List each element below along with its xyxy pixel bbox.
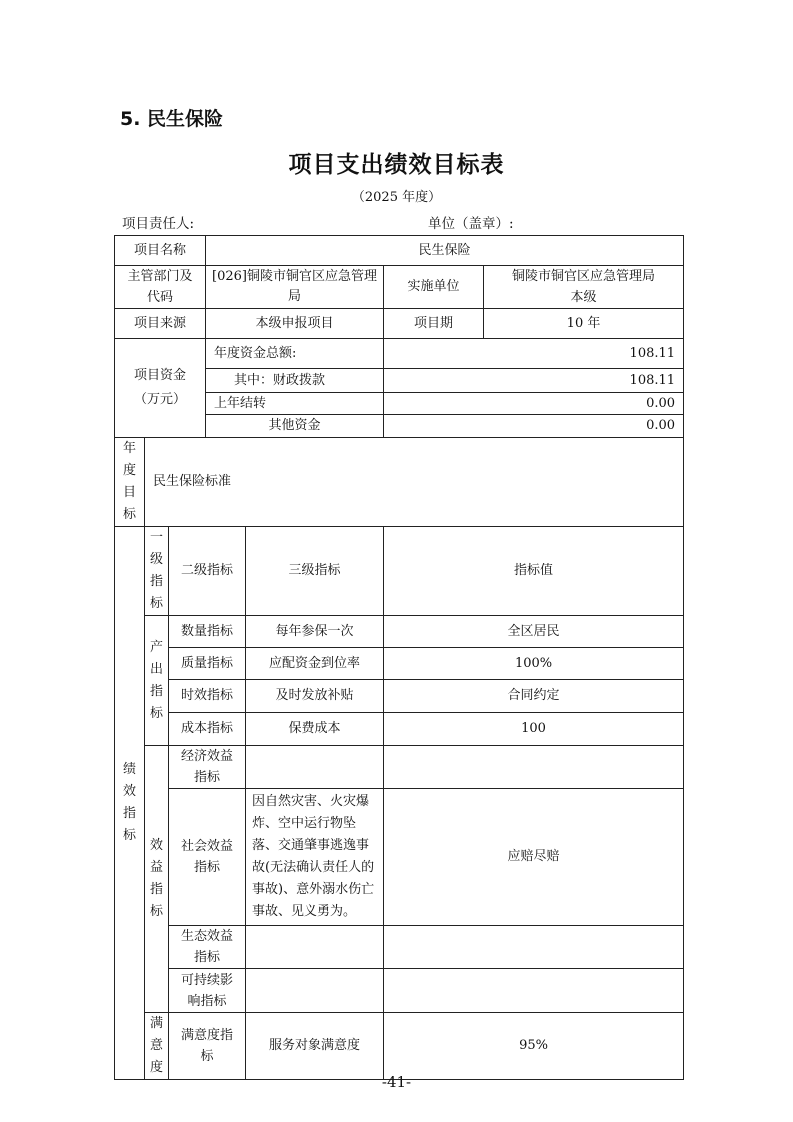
section-heading: 5. 民生保险: [120, 108, 224, 130]
impl-label: 实施单位: [384, 266, 484, 309]
benefit-value: [384, 969, 684, 1013]
benefit-value: 应赔尽赔: [384, 789, 684, 926]
level2-header: 二级指标: [169, 527, 246, 616]
output-level3: 保费成本: [246, 713, 384, 746]
fund-row-value: 108.11: [384, 369, 684, 393]
output-indicators-label: 产出指标: [145, 616, 169, 746]
output-level2: 数量指标: [169, 616, 246, 648]
satisfaction-value: 95%: [384, 1013, 684, 1080]
annual-goal-value: 民生保险标准: [145, 438, 684, 527]
output-value: 合同约定: [384, 680, 684, 713]
output-value: 全区居民: [384, 616, 684, 648]
output-level3: 及时发放补贴: [246, 680, 384, 713]
unit-stamp-label: 单位（盖章）:: [428, 216, 514, 232]
output-level3: 应配资金到位率: [246, 648, 384, 680]
output-level3: 每年参保一次: [246, 616, 384, 648]
project-name-label: 项目名称: [115, 236, 206, 266]
project-name-value: 民生保险: [206, 236, 684, 266]
output-level2: 质量指标: [169, 648, 246, 680]
performance-indicators-label: 绩效指标: [115, 527, 145, 1080]
benefit-level3: [246, 746, 384, 789]
output-value: 100: [384, 713, 684, 746]
benefit-value: [384, 746, 684, 789]
impl-value: 铜陵市铜官区应急管理局本级: [484, 266, 684, 309]
fund-row-label: 上年结转: [206, 393, 384, 415]
benefit-level2: 经济效益指标: [169, 746, 246, 789]
fund-row-value: 0.00: [384, 393, 684, 415]
fund-row-value: 0.00: [384, 415, 684, 438]
level1-header: 一级指标: [145, 527, 169, 616]
fund-row-value: 108.11: [384, 339, 684, 369]
dept-value: [026]铜陵市铜官区应急管理局: [206, 266, 384, 309]
fund-row-label: 其他资金: [206, 415, 384, 438]
fund-row-label: 年度资金总额:: [206, 339, 384, 369]
period-value: 10 年: [484, 309, 684, 339]
responsible-person-label: 项目责任人:: [122, 216, 195, 232]
benefit-level2: 生态效益指标: [169, 926, 246, 969]
funds-label: 项目资金（万元）: [115, 339, 206, 438]
satisfaction-level2: 满意度指标: [169, 1013, 246, 1080]
year-label: （2025 年度）: [351, 190, 442, 205]
benefit-level3: 因自然灾害、火灾爆炸、空中运行物坠落、交通肇事逃逸事故(无法确认责任人的事故)、意外溺水伤亡事故、见义勇为。: [246, 789, 384, 926]
benefit-level2: 社会效益指标: [169, 789, 246, 926]
level3-header: 三级指标: [246, 527, 384, 616]
output-value: 100%: [384, 648, 684, 680]
benefit-value: [384, 926, 684, 969]
benefit-level2: 可持续影响指标: [169, 969, 246, 1013]
period-label: 项目期: [384, 309, 484, 339]
performance-target-table: [114, 235, 684, 1080]
source-value: 本级申报项目: [206, 309, 384, 339]
page-title: 项目支出绩效目标表: [288, 152, 505, 178]
value-header: 指标值: [384, 527, 684, 616]
satisfaction-level3: 服务对象满意度: [246, 1013, 384, 1080]
benefit-indicators-label: 效益指标: [145, 746, 169, 1013]
page-number: -41-: [381, 1073, 412, 1091]
source-label: 项目来源: [115, 309, 206, 339]
output-level2: 成本指标: [169, 713, 246, 746]
benefit-level3: [246, 926, 384, 969]
dept-label: 主管部门及代码: [115, 266, 206, 309]
fund-row-label: 其中：财政拨款: [206, 369, 384, 393]
satisfaction-label: 满意度: [145, 1013, 169, 1080]
annual-goal-label: 年度目标: [115, 438, 145, 527]
output-level2: 时效指标: [169, 680, 246, 713]
benefit-level3: [246, 969, 384, 1013]
